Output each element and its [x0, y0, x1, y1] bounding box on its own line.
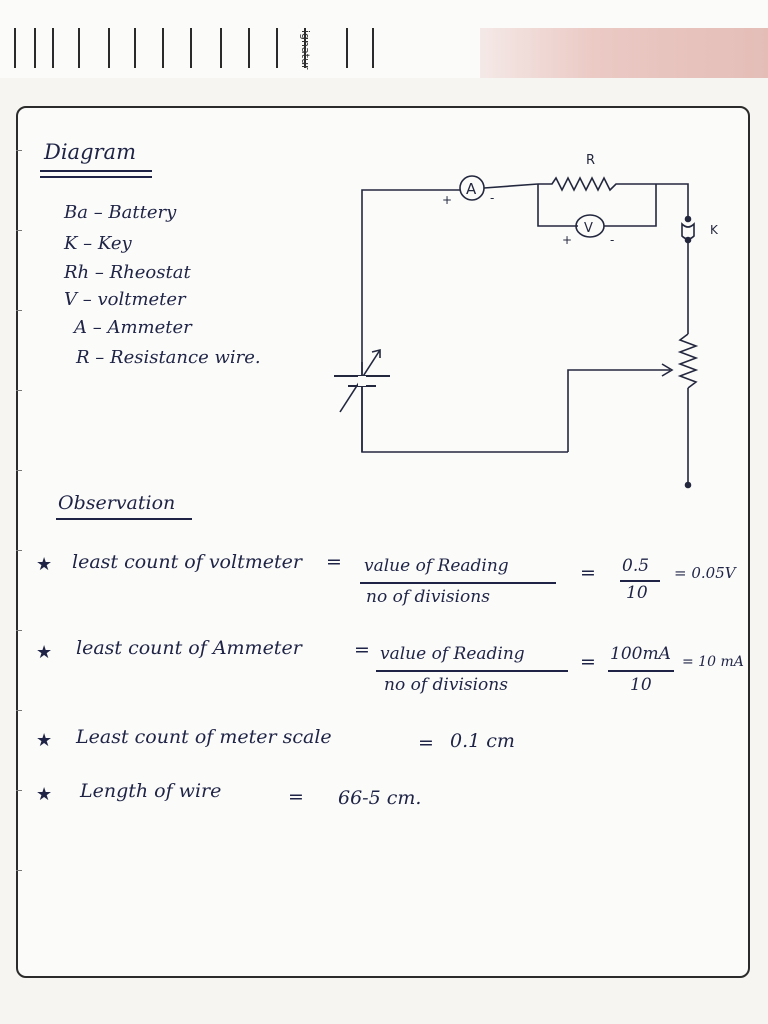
ruler-tick [34, 28, 36, 68]
fraction-bar [376, 670, 568, 672]
ruler-tick [134, 28, 136, 68]
bullet-star-icon: ★ [36, 554, 53, 575]
bullet-star-icon: ★ [36, 642, 53, 663]
resistance-wire-symbol [538, 178, 656, 190]
key-label: K [710, 223, 718, 237]
heading-underline [56, 518, 192, 520]
circuit-wire [484, 184, 538, 188]
legend-meaning: Ammeter [107, 317, 192, 338]
key-terminal [686, 217, 691, 222]
background-surface [480, 28, 768, 78]
margin-mark [16, 550, 22, 551]
legend-meaning: Battery [108, 202, 177, 223]
value-denominator: 10 [626, 583, 648, 603]
equals-sign: = [418, 732, 434, 754]
margin-mark [16, 390, 22, 391]
equals-sign: = [354, 639, 370, 661]
observation-value: 66-5 cm. [338, 787, 422, 809]
observation-label: Least count of meter scale [76, 726, 332, 748]
signature-label: ignatur [299, 30, 312, 70]
ruler-tick [248, 28, 250, 68]
equals-sign: = [580, 562, 596, 584]
legend-symbol: Rh [64, 262, 90, 283]
legend-meaning: Rheostat [109, 262, 191, 283]
margin-mark [16, 310, 22, 311]
resistor-label: R [586, 153, 596, 168]
observation-label: least count of Ammeter [76, 637, 302, 659]
margin-mark [16, 230, 22, 231]
ruler-tick [162, 28, 164, 68]
value-numerator: 0.5 [622, 556, 650, 576]
ammeter-plus: + [442, 193, 453, 207]
ruler-tick [14, 28, 16, 68]
circuit-wire [538, 184, 578, 226]
ruler-tick [372, 28, 374, 68]
value-numerator: 100mA [610, 644, 671, 664]
ruler-tick [276, 28, 278, 68]
rheostat-symbol [680, 334, 696, 388]
ruler-tick [346, 28, 348, 68]
key-terminal [686, 238, 691, 243]
rheostat-terminal [686, 483, 691, 488]
circuit-diagram [320, 140, 740, 500]
bullet-star-icon: ★ [36, 784, 53, 805]
ruler-tick [190, 28, 192, 68]
circuit-wire [656, 184, 688, 216]
legend-item: R – Resistance wire. [76, 347, 261, 368]
heading-underline [40, 170, 152, 172]
ammeter-minus: - [490, 191, 495, 205]
fraction-denominator: no of divisions [384, 675, 508, 695]
circuit-wire [604, 184, 656, 226]
circuit-wire [568, 370, 670, 452]
bullet-star-icon: ★ [36, 730, 53, 751]
legend-meaning: Key [97, 233, 132, 254]
legend-item: A – Ammeter [74, 317, 192, 338]
legend-symbol: R [76, 347, 90, 368]
margin-mark [16, 790, 22, 791]
ruler-tick [108, 28, 110, 68]
equals-sign: = [288, 786, 304, 808]
fraction-numerator: value of Reading [380, 644, 525, 664]
fraction-bar [608, 670, 674, 672]
legend-meaning: Resistance wire. [110, 347, 261, 368]
ruler-tick [78, 28, 80, 68]
value-denominator: 10 [630, 675, 652, 695]
legend-meaning: voltmeter [97, 289, 186, 310]
ruler-tick [220, 28, 222, 68]
diagram-heading: Diagram [44, 140, 136, 164]
result-value: = 0.05V [674, 564, 736, 582]
observation-value: 0.1 cm [450, 730, 515, 752]
observation-label: least count of voltmeter [72, 551, 302, 573]
legend-symbol: K [64, 233, 78, 254]
voltmeter-minus: - [610, 233, 615, 247]
legend-item: K – Key [64, 233, 132, 254]
margin-mark [16, 870, 22, 871]
legend-item: Ba – Battery [64, 202, 177, 223]
margin-mark [16, 470, 22, 471]
circuit-wire [362, 190, 460, 452]
equals-sign: = [326, 551, 342, 573]
fraction-denominator: no of divisions [366, 587, 490, 607]
ruler-tick [52, 28, 54, 68]
margin-mark [16, 150, 22, 151]
fraction-bar [360, 582, 556, 584]
circuit-wire [362, 362, 568, 452]
legend-symbol: A [74, 317, 87, 338]
observation-label: Length of wire [80, 780, 222, 802]
legend-item: V – voltmeter [64, 289, 186, 310]
margin-mark [16, 710, 22, 711]
voltmeter-plus: + [562, 233, 573, 247]
equals-sign: = [580, 651, 596, 673]
legend-symbol: Ba [64, 202, 88, 223]
fraction-bar [620, 580, 660, 582]
legend-item: Rh – Rheostat [64, 262, 191, 283]
fraction-numerator: value of Reading [364, 556, 509, 576]
observation-heading: Observation [58, 492, 176, 514]
margin-mark [16, 630, 22, 631]
legend-symbol: V [64, 289, 77, 310]
result-value: = 10 mA [682, 654, 744, 670]
voltmeter-label: V [584, 221, 593, 236]
ammeter-label: A [466, 180, 477, 198]
heading-underline [40, 176, 152, 178]
